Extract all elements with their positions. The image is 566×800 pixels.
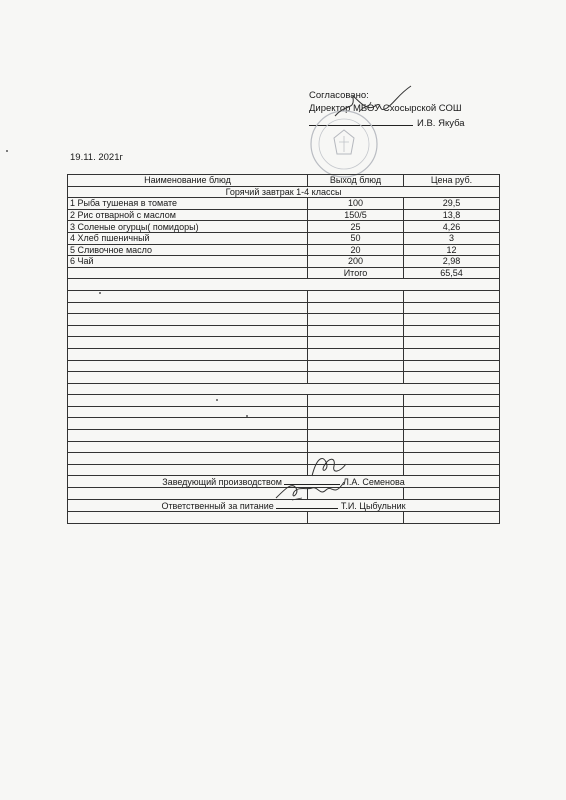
document-date: 19.11. 2021г	[70, 152, 123, 163]
empty-row	[68, 464, 500, 476]
empty-row	[68, 488, 500, 500]
approval-director-title: Директор МБОУ Схосырской СОШ	[309, 103, 462, 114]
table-row	[68, 232, 500, 244]
empty-row	[68, 372, 500, 384]
section-title: Горячий завтрак 1-4 классы	[68, 186, 500, 198]
nutrition-name: Т.И. Цыбульник	[340, 501, 406, 512]
empty-row	[68, 441, 500, 453]
production-head-name: Л.А. Семенова	[342, 477, 405, 488]
dish-yield: 150/5	[308, 209, 404, 221]
scan-speck	[6, 150, 8, 152]
empty-row	[68, 395, 500, 407]
empty-row	[68, 360, 500, 372]
dish-name: 2 Рис отварной с маслом	[68, 209, 308, 221]
scan-speck	[99, 292, 101, 294]
empty-row	[68, 325, 500, 337]
nutrition-responsible-row	[68, 500, 500, 512]
header-row	[68, 175, 500, 187]
approval-title: Согласовано:	[309, 90, 369, 101]
table-row	[68, 244, 500, 256]
dish-yield: 25	[308, 221, 404, 233]
scan-speck	[246, 415, 248, 417]
table-row	[68, 198, 500, 210]
header-dish-name: Наименование блюд	[68, 175, 308, 187]
scan-speck	[216, 399, 218, 401]
empty-row	[68, 453, 500, 465]
empty-row	[68, 337, 500, 349]
section-row	[68, 186, 500, 198]
total-spacer	[68, 267, 308, 279]
total-row	[68, 267, 500, 279]
dish-yield: 200	[308, 256, 404, 268]
empty-row	[68, 348, 500, 360]
director-name: И.В. Якуба	[417, 118, 465, 129]
dish-price: 4,26	[404, 221, 500, 233]
empty-row	[68, 383, 500, 395]
dish-name: 5 Сливочное масло	[68, 244, 308, 256]
empty-row	[68, 314, 500, 326]
dish-price: 12	[404, 244, 500, 256]
menu-table	[67, 174, 500, 524]
official-stamp	[289, 108, 399, 178]
dish-yield: 100	[308, 198, 404, 210]
empty-row	[68, 430, 500, 442]
header-yield: Выход блюд	[308, 175, 404, 187]
empty-row	[68, 290, 500, 302]
empty-row	[68, 512, 500, 524]
total-value: 65,54	[404, 267, 500, 279]
nutrition-label: Ответственный за питание	[161, 501, 274, 512]
dish-name: 4 Хлеб пшеничный	[68, 232, 308, 244]
empty-row	[68, 279, 500, 291]
dish-price: 29,5	[404, 198, 500, 210]
dish-name: 6 Чай	[68, 256, 308, 268]
dish-price: 13,8	[404, 209, 500, 221]
table-row	[68, 221, 500, 233]
table-row	[68, 209, 500, 221]
header-price: Цена руб.	[404, 175, 500, 187]
signature-underline	[284, 476, 340, 485]
empty-row	[68, 302, 500, 314]
empty-row	[68, 418, 500, 430]
dish-price: 3	[404, 232, 500, 244]
production-head-row	[68, 476, 500, 488]
dish-yield: 50	[308, 232, 404, 244]
total-label: Итого	[308, 267, 404, 279]
dish-name: 3 Соленые огурцы( помидоры)	[68, 221, 308, 233]
dish-price: 2,98	[404, 256, 500, 268]
production-head-label: Заведующий производством	[162, 477, 282, 488]
empty-row	[68, 406, 500, 418]
dish-name: 1 Рыба тушеная в томате	[68, 198, 308, 210]
table-row	[68, 256, 500, 268]
dish-yield: 20	[308, 244, 404, 256]
signature-underline	[276, 500, 338, 509]
